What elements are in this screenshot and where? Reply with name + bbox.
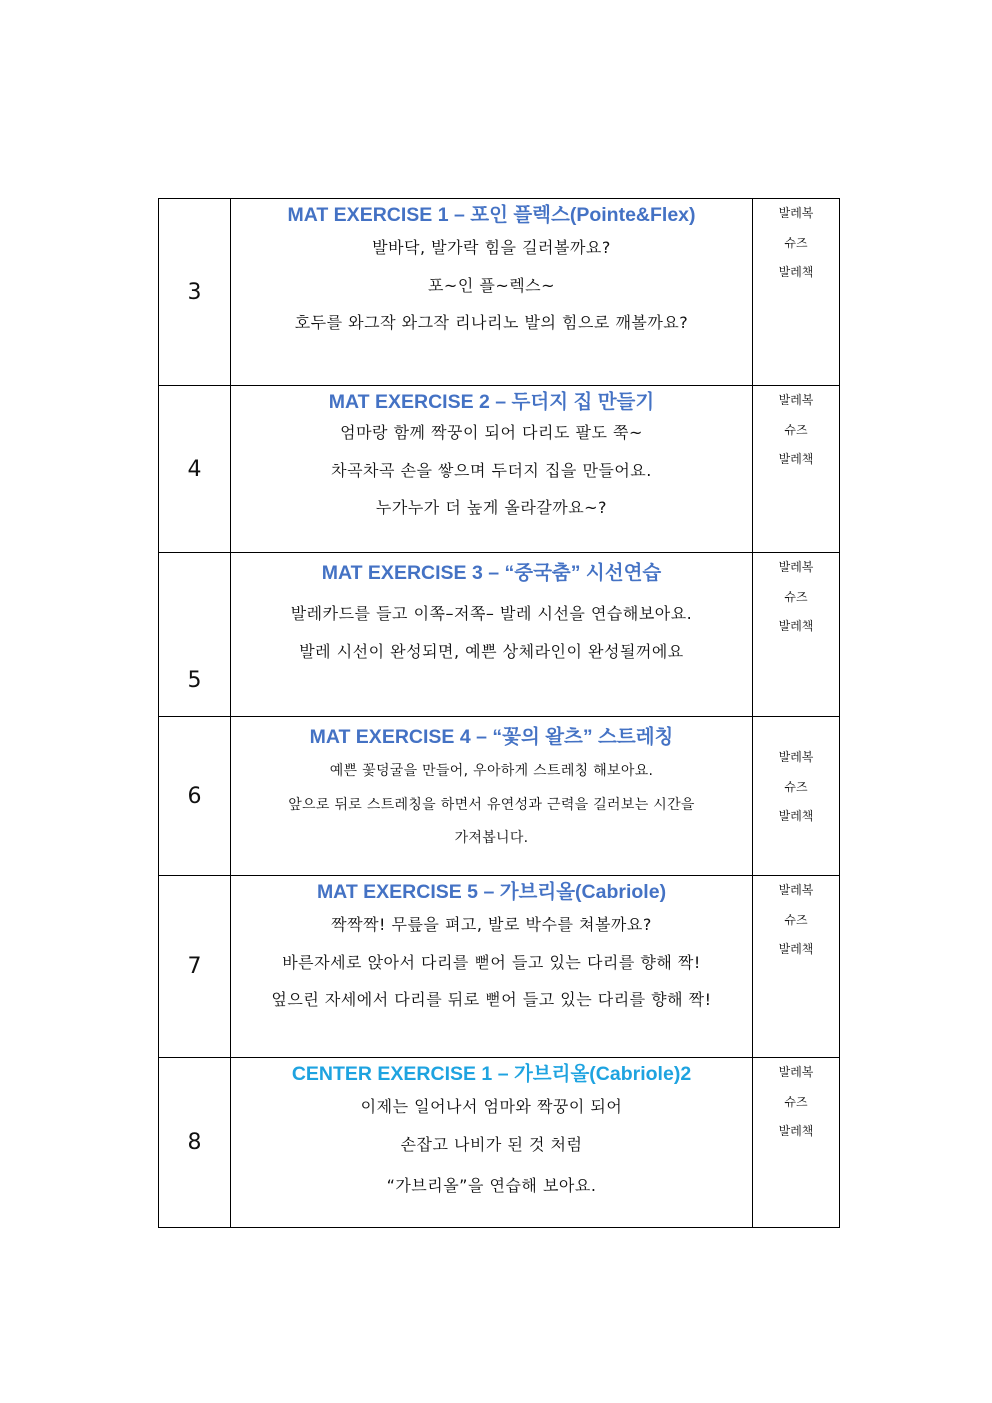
session-number: 8 [159, 1058, 231, 1228]
material-item: 슈즈 [784, 1094, 808, 1109]
lesson-row [159, 876, 840, 1058]
description-line: 바른자세로 앉아서 다리를 뻗어 들고 있는 다리를 향해 짝! [282, 952, 701, 972]
lesson-content [231, 876, 753, 1058]
material-item: 발레책 [778, 1124, 814, 1138]
exercise-title: MAT EXERCISE 1 – 포인 플렉스(Pointe&Flex) [287, 204, 696, 226]
materials-list [753, 876, 840, 1058]
session-number: 4 [159, 386, 231, 553]
material-item: 발레복 [778, 883, 814, 897]
material-item: 발레책 [778, 452, 814, 466]
lesson-content [231, 553, 753, 717]
description-line: 이제는 일어나서 엄마와 짝꿍이 되어 [360, 1097, 623, 1116]
session-number [159, 553, 231, 717]
material-item: 발레복 [778, 750, 814, 764]
session-number-label: 5 [187, 668, 202, 693]
exercise-title: CENTER EXERCISE 1 – 가브리올(Cabriole)2 [291, 1063, 692, 1085]
description-line: 발레카드를 들고 이쪽–저쪽– 발레 시선을 연습해보아요. [290, 604, 693, 623]
lesson-content [231, 1058, 753, 1228]
material-item: 슈즈 [784, 235, 808, 250]
lesson-content [231, 199, 753, 386]
description-line: 엄마랑 함께 짝꿍이 되어 다리도 팔도 쭉~ [340, 423, 643, 442]
lesson-plan-table [158, 198, 840, 1228]
description-line: 가져봅니다. [454, 830, 529, 846]
material-item: 발레복 [778, 560, 814, 574]
lesson-content [231, 717, 753, 876]
description-line: 발레 시선이 완성되면, 예쁜 상체라인이 완성될꺼에요 [299, 641, 684, 661]
session-number: 3 [159, 199, 231, 386]
description-line: 엎으린 자세에서 다리를 뒤로 뻗어 들고 있는 다리를 향해 짝! [271, 990, 712, 1009]
lesson-row [159, 553, 840, 717]
materials-list [753, 199, 840, 386]
lesson-row [159, 717, 840, 876]
material-item: 발레책 [778, 265, 814, 279]
materials-list [753, 1058, 840, 1228]
description-line: 포~인 플~렉스~ [427, 275, 556, 295]
description-line: 발바닥, 발가락 힘을 길러볼까요? [372, 238, 611, 257]
material-item: 발레책 [778, 942, 814, 956]
description-line: 짝짝짝! 무릎을 펴고, 발로 박수를 쳐볼까요? [331, 915, 652, 934]
material-item: 발레책 [778, 619, 814, 633]
session-number: 6 [159, 717, 231, 876]
description-line: 호두를 와그작 와그작 리나리노 발의 힘으로 깨볼까요? [294, 313, 689, 332]
description-line: 누가누가 더 높게 올라갈까요~? [375, 498, 608, 517]
exercise-title: MAT EXERCISE 2 – 두더지 집 만들기 [328, 391, 655, 413]
material-item: 슈즈 [784, 422, 808, 437]
session-number: 7 [159, 876, 231, 1058]
exercise-title: MAT EXERCISE 3 – “중국춤” 시선연습 [321, 562, 662, 584]
material-item: 발레복 [778, 206, 814, 220]
material-item: 발레복 [778, 393, 814, 407]
description-line: 앞으로 뒤로 스트레칭을 하면서 유연성과 근력을 길러보는 시간을 [288, 796, 695, 813]
lesson-content [231, 386, 753, 553]
material-item: 발레복 [778, 1065, 814, 1079]
materials-list [753, 553, 840, 717]
material-item: 슈즈 [784, 589, 808, 604]
lesson-row [159, 199, 840, 386]
lesson-row [159, 386, 840, 553]
materials-list [753, 717, 840, 876]
description-line: 예쁜 꽃덩굴을 만들어, 우아하게 스트레칭 해보아요. [329, 763, 654, 779]
material-item: 슈즈 [784, 779, 808, 794]
lesson-row [159, 1058, 840, 1228]
materials-list [753, 386, 840, 553]
exercise-title: MAT EXERCISE 4 – “꽃의 왈츠” 스트레칭 [309, 726, 674, 748]
exercise-title: MAT EXERCISE 5 – 가브리올(Cabriole) [316, 881, 667, 903]
description-line: “가브리올”을 연습해 보아요. [386, 1176, 597, 1195]
description-line: 차곡차곡 손을 쌓으며 두더지 집을 만들어요. [331, 460, 652, 480]
material-item: 발레책 [778, 809, 814, 823]
material-item: 슈즈 [784, 912, 808, 927]
description-line: 손잡고 나비가 된 것 처럼 [400, 1134, 583, 1154]
